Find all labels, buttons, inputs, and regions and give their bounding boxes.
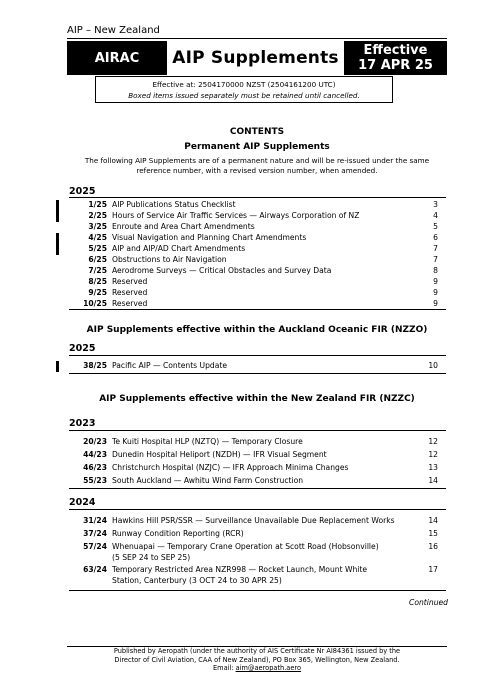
permanent-note: The following AIP Supplements are of a permanent nature and will be re-issued under the same reference number, with a revised version number, when amended.	[84, 156, 430, 175]
supplement-ref: 38/25	[83, 361, 107, 370]
permanent-heading: Permanent AIP Supplements	[184, 142, 330, 152]
change-bar	[56, 361, 59, 372]
supplement-title-line: Temporary Restricted Area NZR998 — Rocket Launch, Mount White	[112, 565, 368, 574]
supplement-title-line: Reserved	[112, 299, 148, 308]
list-item	[66, 287, 446, 298]
page-number: 10	[428, 361, 438, 370]
effective-block	[344, 41, 447, 75]
supplement-title-line: Runway Condition Reporting (RCR)	[112, 529, 244, 538]
supplement-title-line: Whenuapai — Temporary Crane Operation at Scott Road (Hobsonville)	[112, 542, 379, 551]
effective-label: Effective	[363, 43, 428, 58]
page-header	[67, 41, 447, 75]
supplement-ref: 10/25	[83, 299, 107, 308]
supplement-title	[112, 199, 422, 210]
supplement-title-line: (5 SEP 24 to SEP 25)	[112, 553, 191, 562]
supplement-ref: 5/25	[88, 244, 107, 253]
supplement-ref: 63/24	[83, 565, 107, 574]
year-heading: 2025	[69, 343, 96, 354]
effective-box	[95, 76, 393, 103]
supplement-title-line: Aerodrome Surveys — Critical Obstacles and Survey Data	[112, 266, 332, 275]
list-item	[66, 541, 446, 563]
page-number: 3	[433, 200, 438, 209]
list-item	[66, 298, 446, 309]
page-number: 9	[433, 288, 438, 297]
supplement-title	[112, 221, 422, 232]
page-number: 13	[428, 463, 438, 472]
section-rule	[69, 590, 446, 591]
supplement-title	[112, 436, 422, 447]
supplement-ref: 37/24	[83, 529, 107, 538]
supplement-title-line: Dunedin Hospital Heliport (NZDH) — IFR Visual Segment	[112, 450, 327, 459]
page-number: 9	[433, 277, 438, 286]
supplement-title-line: Station, Canterbury (3 OCT 24 to 30 APR 25)	[112, 576, 282, 585]
change-bar	[56, 244, 59, 255]
supplement-ref: 1/25	[88, 200, 107, 209]
effective-date: 17 APR 25	[358, 58, 433, 73]
list-item	[66, 528, 446, 539]
list-item	[66, 199, 446, 210]
supplement-title-line: Visual Navigation and Planning Chart Amendments	[112, 233, 307, 242]
supplement-ref: 55/23	[83, 476, 107, 485]
year-rule	[69, 197, 446, 198]
list-item	[66, 232, 446, 243]
supplement-title	[112, 360, 422, 371]
footer	[67, 647, 447, 673]
nz-fir-heading: AIP Supplements effective within the New Zealand FIR (NZZC)	[99, 394, 415, 404]
document-label: AIP – New Zealand	[67, 25, 160, 36]
supplement-ref: 31/24	[83, 516, 107, 525]
supplement-title	[112, 515, 422, 526]
page-number: 9	[433, 299, 438, 308]
page-number: 4	[433, 211, 438, 220]
supplement-title	[112, 564, 422, 586]
supplement-title-line: Reserved	[112, 277, 148, 286]
change-bar	[56, 200, 59, 211]
supplement-title	[112, 462, 422, 473]
supplement-title-line: Hours of Service Air Traffic Services — Airways Corporation of NZ	[112, 211, 360, 220]
supplement-title	[112, 298, 422, 309]
supplement-title-line: Enroute and Area Chart Amendments	[112, 222, 255, 231]
list-item	[66, 462, 446, 473]
supplement-title	[112, 287, 422, 298]
supplement-ref: 6/25	[88, 255, 107, 264]
page-number: 7	[433, 244, 438, 253]
page-title: AIP Supplements	[172, 48, 339, 68]
list-item	[66, 515, 446, 526]
footer-email-link[interactable]: aim@aeropath.aero	[235, 664, 301, 672]
supplement-title	[112, 265, 422, 276]
airac-label: AIRAC	[67, 41, 167, 75]
year-rule	[69, 355, 446, 356]
list-item	[66, 210, 446, 221]
list-item	[66, 436, 446, 447]
change-bar	[56, 211, 59, 222]
supplement-ref: 9/25	[88, 288, 107, 297]
supplement-title	[112, 449, 422, 460]
page-number: 6	[433, 233, 438, 242]
section-rule	[69, 309, 446, 310]
supplement-ref: 3/25	[88, 222, 107, 231]
list-item	[66, 276, 446, 287]
supplement-ref: 57/24	[83, 542, 107, 551]
supplement-title-line: Te Kuiti Hospital HLP (NZTQ) — Temporary Closure	[112, 437, 303, 446]
supplement-ref: 8/25	[88, 277, 107, 286]
page-number: 8	[433, 266, 438, 275]
supplement-ref: 44/23	[83, 450, 107, 459]
list-item	[66, 254, 446, 265]
list-item	[66, 449, 446, 460]
year-heading: 2025	[69, 186, 96, 197]
year-heading: 2024	[69, 497, 96, 508]
page-number: 7	[433, 255, 438, 264]
supplement-title	[112, 475, 422, 486]
supplement-title-line: Obstructions to Air Navigation	[112, 255, 227, 264]
supplement-title-line: Reserved	[112, 288, 148, 297]
footer-line-2: Director of Civil Aviation, CAA of New Zealand), PO Box 365, Wellington, New Zealand.	[114, 655, 400, 664]
change-bar	[56, 233, 59, 244]
footer-line-1: Published by Aeropath (under the authority of AIS Certificate Nr AI84361 issued by the	[113, 647, 401, 655]
list-item	[66, 475, 446, 486]
supplement-title	[112, 210, 422, 221]
supplement-ref: 4/25	[88, 233, 107, 242]
list-item	[66, 265, 446, 276]
page-number: 5	[433, 222, 438, 231]
contents-heading: CONTENTS	[229, 127, 285, 137]
top-rule	[67, 38, 447, 39]
supplement-ref: 7/25	[88, 266, 107, 275]
supplement-title-line: Pacific AIP — Contents Update	[112, 361, 228, 370]
page-number: 14	[428, 516, 438, 525]
section-rule	[69, 488, 446, 489]
continued-label: Continued	[409, 598, 448, 607]
supplement-title-line: Hawkins Hill PSR/SSR — Surveillance Unavailable Due Replacement Works	[112, 516, 395, 525]
supplement-title-line: South Auckland — Awhitu Wind Farm Construction	[112, 476, 304, 485]
supplement-title	[112, 541, 422, 563]
page-number: 16	[428, 542, 438, 551]
list-item	[66, 221, 446, 232]
supplement-title	[112, 276, 422, 287]
page-number: 17	[428, 565, 438, 574]
list-item	[66, 243, 446, 254]
list-item	[66, 564, 446, 586]
page-number: 12	[428, 450, 438, 459]
supplement-title	[112, 528, 422, 539]
supplement-ref: 46/23	[83, 463, 107, 472]
supplement-ref: 20/23	[83, 437, 107, 446]
boxed-items-note: Boxed items issued separately must be retained until cancelled.	[128, 91, 360, 100]
oceanic-heading: AIP Supplements effective within the Auckland Oceanic FIR (NZZO)	[86, 325, 428, 335]
effective-at-line: Effective at: 2504170000 NZST (2504161200 UTC)	[152, 80, 336, 89]
year-heading: 2023	[69, 418, 96, 429]
supplement-title	[112, 232, 422, 243]
page-number: 14	[428, 476, 438, 485]
section-rule	[69, 373, 446, 374]
supplement-title	[112, 243, 422, 254]
supplement-title	[112, 254, 422, 265]
supplement-ref: 2/25	[88, 211, 107, 220]
supplement-title-line: AIP and AIP/AD Chart Amendments	[112, 244, 246, 253]
year-rule	[69, 430, 446, 431]
list-item	[66, 360, 446, 371]
page-number: 15	[428, 529, 438, 538]
year-rule	[69, 509, 446, 510]
supplement-title-line: Christchurch Hospital (NZJC) — IFR Approach Minima Changes	[112, 463, 349, 472]
footer-email-label: Email:	[213, 664, 236, 672]
supplement-title-line: AIP Publications Status Checklist	[112, 200, 236, 209]
page-number: 12	[428, 437, 438, 446]
